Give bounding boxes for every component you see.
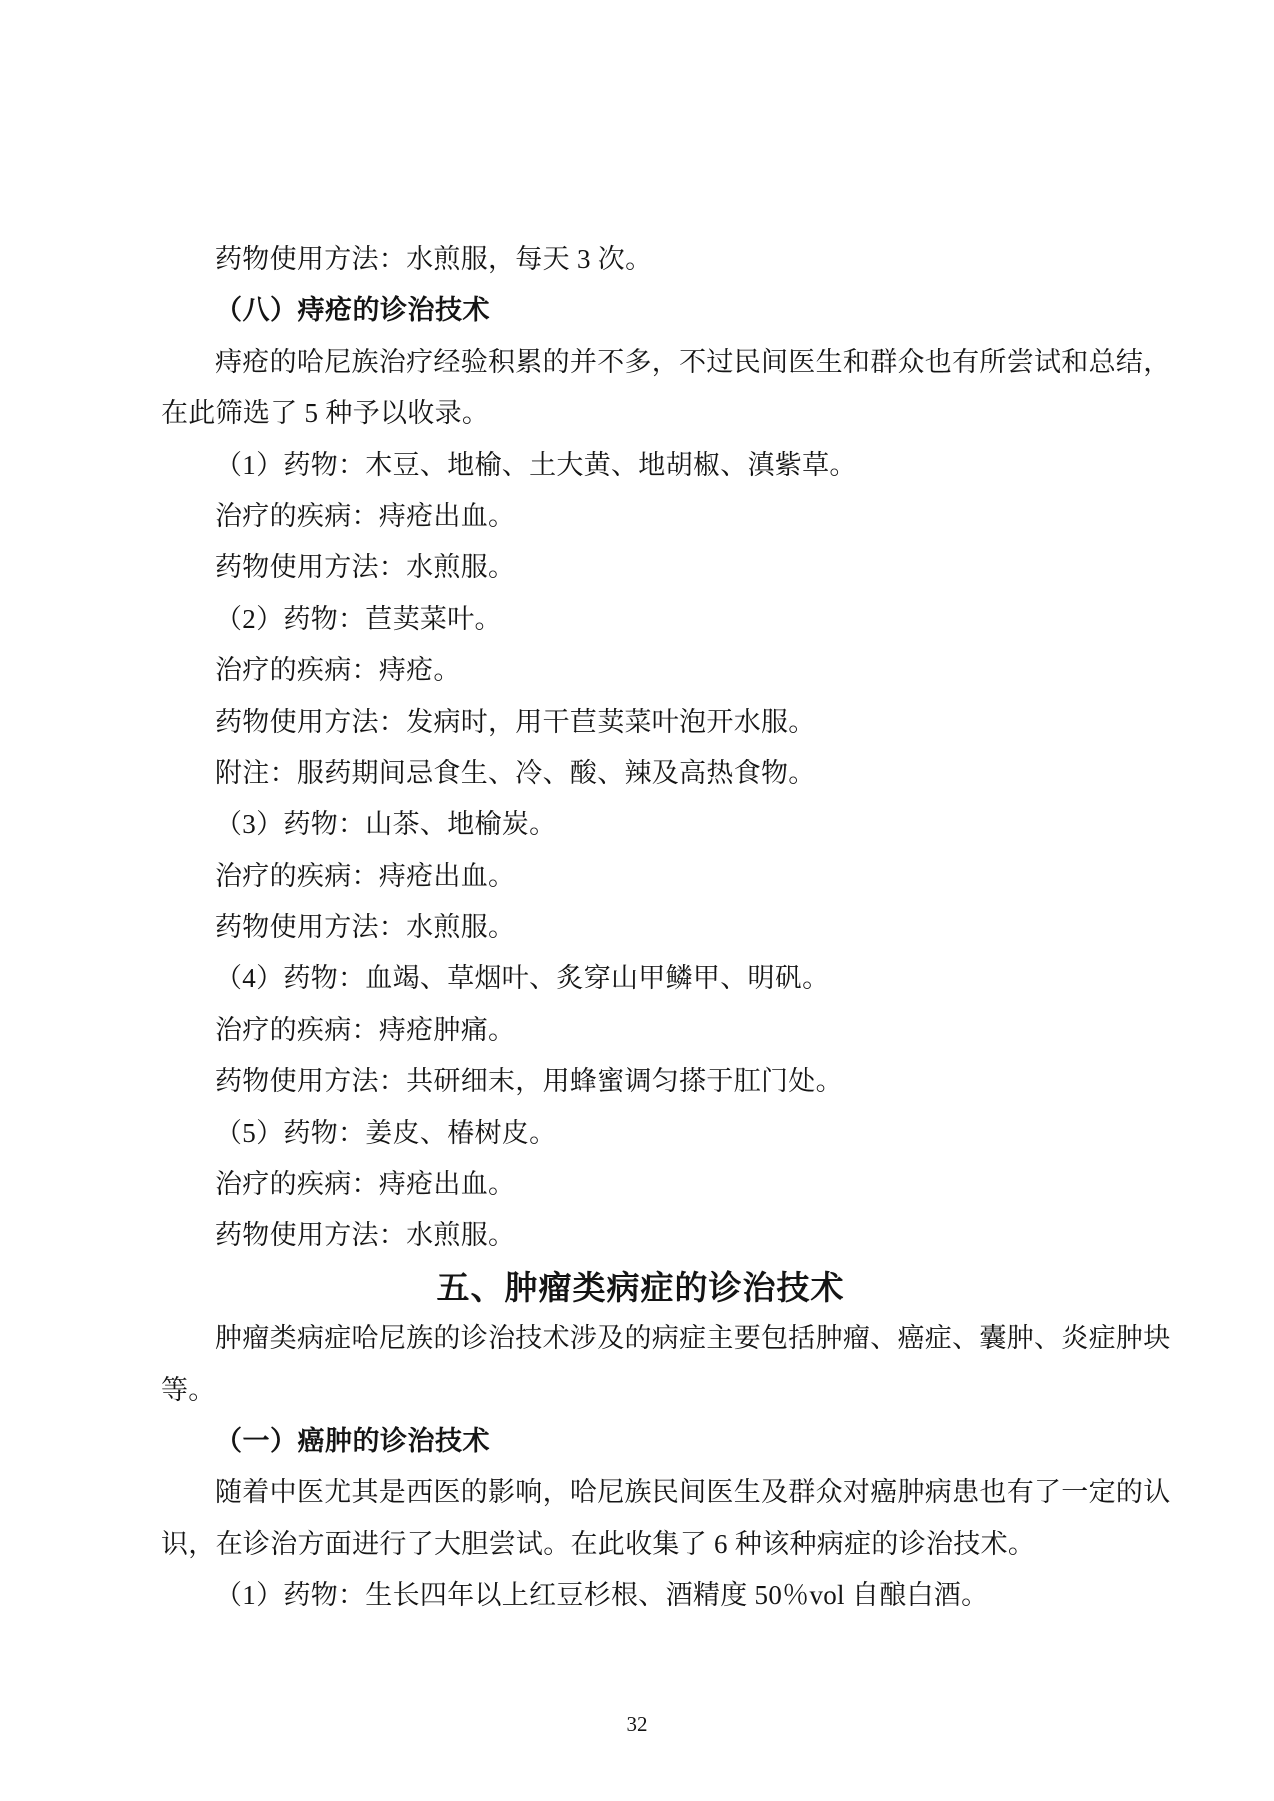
- text-line: （4）药物：血竭、草烟叶、炙穿山甲鳞甲、明矾。: [215, 963, 830, 994]
- text-line: 肿瘤类病症哈尼族的诊治技术涉及的病症主要包括肿瘤、癌症、囊肿、炎症肿块: [215, 1323, 1171, 1354]
- text-line: 治疗的疾病：痔疮出血。: [215, 860, 516, 891]
- text-line: 痔疮的哈尼族治疗经验积累的并不多，不过民间医生和群众也有所尝试和总结，: [215, 346, 1171, 377]
- text-line: 药物使用方法：水煎服。: [215, 1220, 516, 1251]
- text-line: 等。: [161, 1374, 216, 1405]
- page-number: 32: [626, 1712, 648, 1736]
- text-line: 在此筛选了 5 种予以收录。: [161, 398, 490, 429]
- section-heading: （八）痔疮的诊治技术: [215, 295, 490, 326]
- chapter-heading: 五、肿瘤类病症的诊治技术: [436, 1268, 845, 1306]
- text-line: （1）药物：生长四年以上红豆杉根、酒精度 50％vol 自酿白酒。: [215, 1580, 989, 1611]
- text-line: 治疗的疾病：痔疮出血。: [215, 500, 516, 531]
- text-line: 药物使用方法：水煎服。: [215, 552, 516, 583]
- section-heading: （一）癌肿的诊治技术: [215, 1425, 490, 1456]
- page-footer: [0, 1712, 1274, 1737]
- text-line: （1）药物：木豆、地榆、土大黄、地胡椒、滇紫草。: [215, 449, 857, 480]
- document-content: [161, 234, 1171, 1622]
- text-line: 药物使用方法：发病时，用干苣荬菜叶泡开水服。: [215, 706, 816, 737]
- text-line: 药物使用方法：水煎服，每天 3 次。: [215, 244, 653, 274]
- text-line: 药物使用方法：共研细末，用蜂蜜调匀搽于肛门处。: [215, 1066, 843, 1097]
- text-line: 识，在诊治方面进行了大胆尝试。在此收集了 6 种该种病症的诊治技术。: [161, 1528, 1036, 1559]
- text-line: 附注：服药期间忌食生、冷、酸、辣及高热食物。: [215, 757, 816, 788]
- text-line: 药物使用方法：水煎服。: [215, 912, 516, 943]
- text-line: 治疗的疾病：痔疮出血。: [215, 1169, 516, 1200]
- text-line: 随着中医尤其是西医的影响，哈尼族民间医生及群众对癌肿病患也有了一定的认: [215, 1477, 1171, 1508]
- text-line: 治疗的疾病：痔疮。: [215, 655, 461, 686]
- text-line: （5）药物：姜皮、椿树皮。: [215, 1117, 557, 1148]
- text-line: 治疗的疾病：痔疮肿痛。: [215, 1014, 516, 1045]
- text-line: （2）药物：苣荬菜叶。: [215, 603, 502, 634]
- text-line: （3）药物：山茶、地榆炭。: [215, 809, 557, 840]
